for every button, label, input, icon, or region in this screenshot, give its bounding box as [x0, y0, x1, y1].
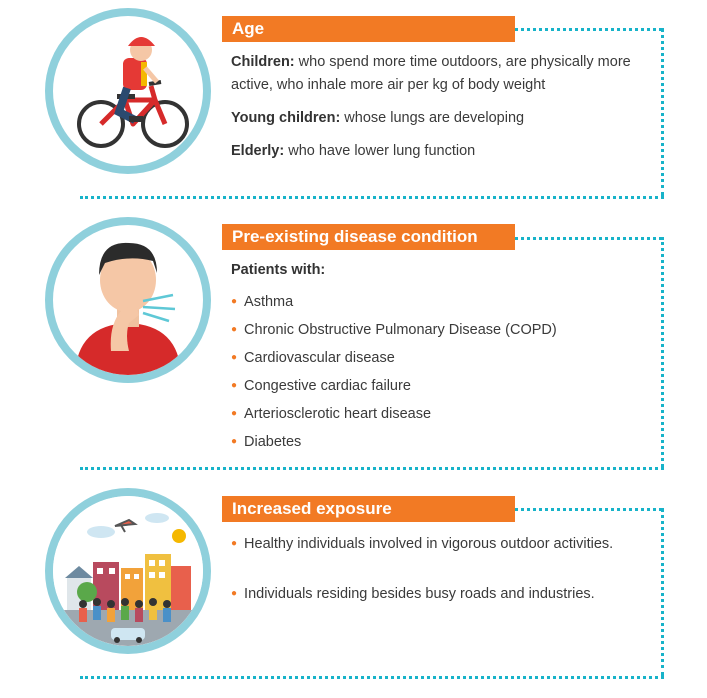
exposure-dotted-right [661, 508, 664, 676]
disease-bullet: ● Arteriosclerotic heart disease [231, 406, 432, 422]
age-banner [222, 16, 515, 42]
bullet-dot-icon: ● [231, 588, 238, 599]
cyclist-icon [53, 16, 203, 166]
age-illustration [45, 8, 211, 174]
bullet-dot-icon: ● [231, 538, 238, 549]
disease-intro: Patients with: [231, 262, 326, 278]
bullet-dot-icon: ● [231, 408, 238, 419]
exposure-banner [222, 496, 515, 522]
age-item-elderly: Elderly: who have lower lung function [231, 143, 476, 159]
disease-dotted-right [661, 237, 664, 467]
disease-banner [222, 224, 515, 250]
exposure-dotted-top [515, 508, 662, 511]
bullet-dot-icon: ● [231, 296, 238, 307]
coughing-person-icon [53, 225, 203, 375]
age-item-young-children: Young children: whose lungs are developing [231, 110, 525, 126]
age-dotted-top [515, 28, 662, 31]
exposure-bullet: ● Healthy individuals involved in vigorous outdoor activities. [231, 536, 614, 552]
age-item-children: Children: who spend more time outdoors, are physically more active, who inhale more air per kg of body weight [231, 54, 631, 93]
exposure-title: Increased exposure [232, 499, 392, 518]
disease-bullet: ● Asthma [231, 294, 294, 310]
bullet-dot-icon: ● [231, 380, 238, 391]
disease-illustration [45, 217, 211, 383]
disease-bullet: ● Congestive cardiac failure [231, 378, 411, 394]
disease-dotted-top [515, 237, 662, 240]
exposure-dotted-bottom [80, 676, 664, 679]
exposure-bullet: ● Individuals residing besides busy roads and industries. [231, 586, 595, 602]
disease-bullet: ● Diabetes [231, 434, 302, 450]
bullet-dot-icon: ● [231, 436, 238, 447]
disease-bullet: ● Cardiovascular disease [231, 350, 395, 366]
bullet-dot-icon: ● [231, 324, 238, 335]
disease-dotted-bottom [80, 467, 664, 470]
bullet-dot-icon: ● [231, 352, 238, 363]
disease-title: Pre-existing disease condition [232, 227, 478, 246]
age-dotted-bottom [80, 196, 664, 199]
city-crowd-icon [53, 496, 203, 646]
age-dotted-right [661, 28, 664, 196]
disease-bullet: ● Chronic Obstructive Pulmonary Disease (COPD) [231, 322, 557, 338]
age-title: Age [232, 19, 265, 38]
exposure-illustration [45, 488, 211, 654]
